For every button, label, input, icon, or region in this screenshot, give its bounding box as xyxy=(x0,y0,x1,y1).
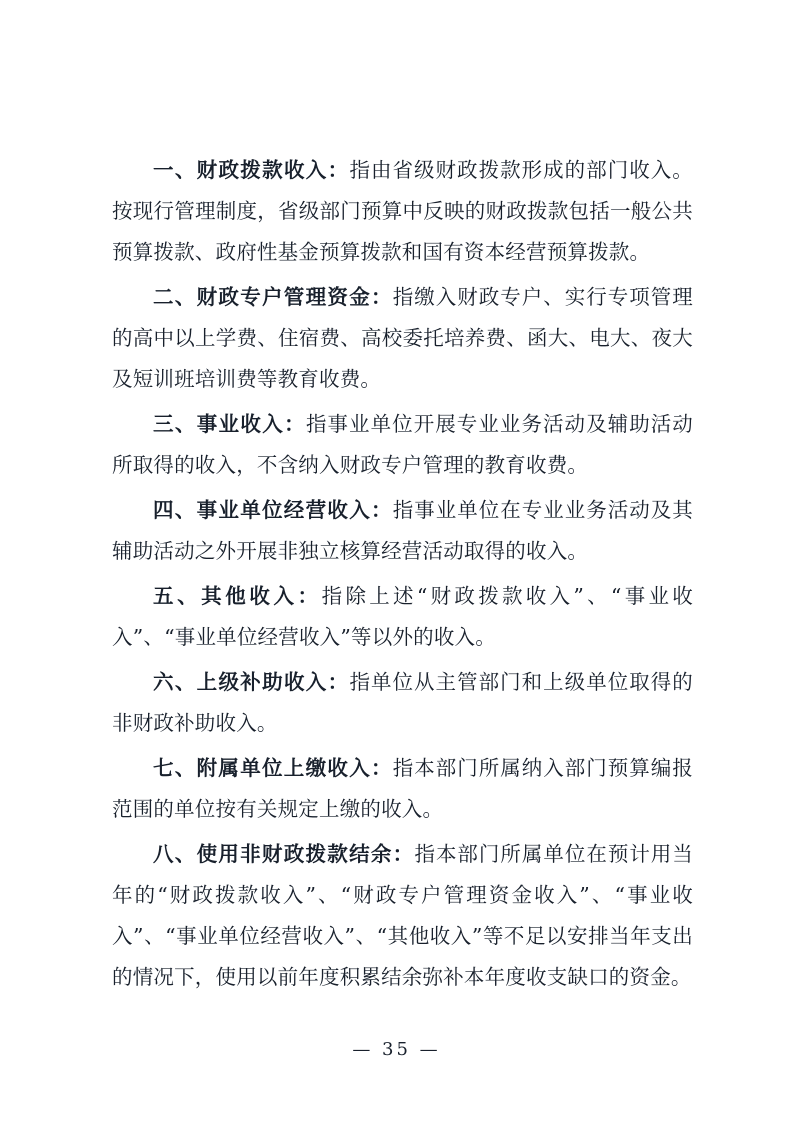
paragraph-item xyxy=(112,576,693,658)
term-label: 六、上级补助收入： xyxy=(153,670,350,694)
term-definition: 指本部门所属单位在预计用当年的“财政拨款收入”、“财政专户管理资金收入”、“事业收入”、“事业单位经营收入”、“其他收入”等不足以安排当年支出的情况下，使用以前年度积累结余弥补本年度收支缺口的资金。 xyxy=(112,842,693,989)
term-definition: 指事业单位在专业业务活动及其辅助活动之外开展非独立核算经营活动取得的收入。 xyxy=(112,498,693,563)
term-label: 三、事业收入： xyxy=(153,412,306,436)
term-label: 二、财政专户管理资金： xyxy=(153,285,393,309)
term-label: 四、事业单位经营收入： xyxy=(153,498,393,522)
term-definition: 指本部门所属纳入部门预算编报范围的单位按有关规定上缴的收入。 xyxy=(112,756,693,821)
term-definition: 指缴入财政专户、实行专项管理的高中以上学费、住宿费、高校委托培养费、函大、电大、夜大及短训班培训费等教育收费。 xyxy=(112,285,693,391)
term-definition: 指除上述“财政拨款收入”、“事业收入”、“事业单位经营收入”等以外的收入。 xyxy=(112,584,693,649)
term-label: 八、使用非财政拨款结余： xyxy=(153,842,415,866)
paragraph-item xyxy=(112,662,693,744)
paragraph-item xyxy=(112,748,693,830)
paragraph-item xyxy=(112,490,693,572)
term-label: 七、附属单位上缴收入： xyxy=(153,756,393,780)
term-definition: 指单位从主管部门和上级单位取得的非财政补助收入。 xyxy=(112,670,694,735)
term-definition: 指事业单位开展专业业务活动及辅助活动所取得的收入，不含纳入财政专户管理的教育收费。 xyxy=(112,412,693,477)
paragraph-item xyxy=(112,277,693,400)
term-label: 一、财政拨款收入： xyxy=(153,158,350,182)
paragraph-item xyxy=(112,834,693,998)
paragraph-item xyxy=(112,404,693,486)
paragraph-item xyxy=(112,150,693,273)
page-number: — 35 — xyxy=(352,1039,441,1060)
term-definition: 指由省级财政拨款形成的部门收入。按现行管理制度，省级部门预算中反映的财政拨款包括一般公共预算拨款、政府性基金预算拨款和国有资本经营预算拨款。 xyxy=(112,158,694,264)
term-label: 五、其他收入： xyxy=(153,584,322,608)
document-body xyxy=(112,150,693,998)
